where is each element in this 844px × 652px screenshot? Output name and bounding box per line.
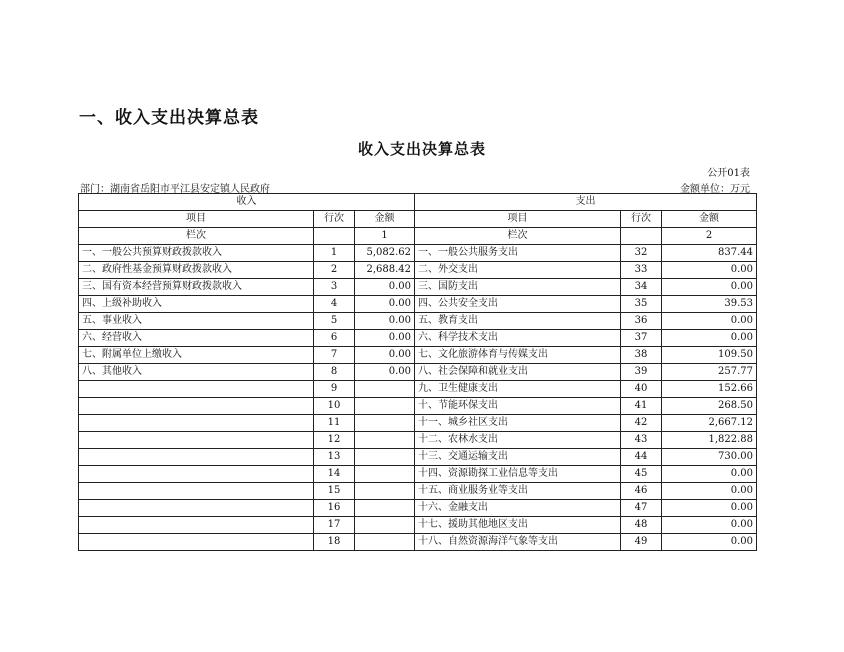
income-row-no-cell: 2	[314, 262, 355, 279]
income-item-cell	[79, 432, 314, 449]
income-row-no-cell: 15	[314, 483, 355, 500]
income-item-cell: 五、事业收入	[79, 313, 314, 330]
expense-item-cell: 二、外交支出	[415, 262, 621, 279]
expense-amount-cell: 0.00	[662, 262, 757, 279]
expense-amount-header: 金额	[662, 211, 757, 228]
expense-item-cell: 六、科学技术支出	[415, 330, 621, 347]
expense-row-no-cell: 44	[621, 449, 662, 466]
expense-amount-cell: 0.00	[662, 483, 757, 500]
expense-row-no-cell: 47	[621, 500, 662, 517]
income-row-no-cell: 14	[314, 466, 355, 483]
expense-item-cell: 九、卫生健康支出	[415, 381, 621, 398]
income-row-no-cell: 11	[314, 415, 355, 432]
empty-cell	[314, 228, 355, 245]
table-row	[79, 500, 757, 517]
income-item-cell	[79, 534, 314, 551]
income-item-cell	[79, 398, 314, 415]
expense-column-label: 栏次	[415, 228, 621, 245]
expense-row-no-cell: 40	[621, 381, 662, 398]
income-amount-header: 金额	[355, 211, 415, 228]
income-row-no-header: 行次	[314, 211, 355, 228]
budget-table	[78, 193, 757, 551]
income-row-no-cell: 13	[314, 449, 355, 466]
income-amount-cell	[355, 415, 415, 432]
empty-cell	[621, 228, 662, 245]
expense-item-cell: 四、公共安全支出	[415, 296, 621, 313]
income-item-cell: 二、政府性基金预算财政拨款收入	[79, 262, 314, 279]
expense-row-no-header: 行次	[621, 211, 662, 228]
income-item-cell	[79, 415, 314, 432]
expense-row-no-cell: 35	[621, 296, 662, 313]
income-item-cell: 四、上级补助收入	[79, 296, 314, 313]
income-amount-cell	[355, 534, 415, 551]
income-item-header: 项目	[79, 211, 314, 228]
header-row-column-numbers	[79, 228, 757, 245]
table-row	[79, 381, 757, 398]
income-amount-cell	[355, 398, 415, 415]
expense-amount-cell: 0.00	[662, 517, 757, 534]
table-title: 收入支出决算总表	[357, 140, 486, 158]
table-row	[79, 313, 757, 330]
expense-row-no-cell: 32	[621, 245, 662, 262]
income-header: 收入	[79, 194, 415, 211]
expense-item-cell: 十三、交通运输支出	[415, 449, 621, 466]
income-amount-cell	[355, 449, 415, 466]
table-row	[79, 245, 757, 262]
income-column-label: 栏次	[79, 228, 314, 245]
income-amount-cell	[355, 381, 415, 398]
expense-row-no-cell: 46	[621, 483, 662, 500]
income-amount-cell: 5,082.62	[355, 245, 415, 262]
income-row-no-cell: 16	[314, 500, 355, 517]
expense-row-no-cell: 42	[621, 415, 662, 432]
table-row	[79, 296, 757, 313]
expense-item-cell: 五、教育支出	[415, 313, 621, 330]
expense-amount-cell: 837.44	[662, 245, 757, 262]
income-amount-cell: 0.00	[355, 296, 415, 313]
table-row	[79, 534, 757, 551]
income-item-cell	[79, 466, 314, 483]
expense-row-no-cell: 37	[621, 330, 662, 347]
expense-row-no-cell: 39	[621, 364, 662, 381]
table-row	[79, 262, 757, 279]
expense-item-cell: 十八、自然资源海洋气象等支出	[415, 534, 621, 551]
expense-amount-cell: 2,667.12	[662, 415, 757, 432]
expense-column-number: 2	[662, 228, 757, 245]
expense-row-no-cell: 38	[621, 347, 662, 364]
income-item-cell	[79, 500, 314, 517]
income-row-no-cell: 6	[314, 330, 355, 347]
expense-item-cell: 三、国防支出	[415, 279, 621, 296]
expense-row-no-cell: 49	[621, 534, 662, 551]
table-row	[79, 415, 757, 432]
expense-item-cell: 十五、商业服务业等支出	[415, 483, 621, 500]
expense-amount-cell: 0.00	[662, 279, 757, 296]
table-row	[79, 517, 757, 534]
form-code: 公开01表	[707, 168, 750, 179]
income-item-cell: 七、附属单位上缴收入	[79, 347, 314, 364]
amount-unit-label: 金额单位：万元	[680, 184, 750, 195]
income-item-cell	[79, 517, 314, 534]
expense-item-cell: 十二、农林水支出	[415, 432, 621, 449]
expense-row-no-cell: 41	[621, 398, 662, 415]
income-amount-cell	[355, 432, 415, 449]
income-amount-cell: 0.00	[355, 347, 415, 364]
header-row-columns	[79, 211, 757, 228]
income-row-no-cell: 4	[314, 296, 355, 313]
income-item-cell	[79, 381, 314, 398]
department-label: 部门：湖南省岳阳市平江县安定镇人民政府	[80, 184, 270, 195]
income-column-number: 1	[355, 228, 415, 245]
expense-item-cell: 十、节能环保支出	[415, 398, 621, 415]
income-amount-cell: 0.00	[355, 364, 415, 381]
expense-amount-cell: 152.66	[662, 381, 757, 398]
income-row-no-cell: 1	[314, 245, 355, 262]
expense-amount-cell: 39.53	[662, 296, 757, 313]
header-row-sections	[79, 194, 757, 211]
table-row	[79, 364, 757, 381]
expense-amount-cell: 1,822.88	[662, 432, 757, 449]
income-row-no-cell: 12	[314, 432, 355, 449]
expense-item-cell: 八、社会保障和就业支出	[415, 364, 621, 381]
expense-item-cell: 十四、资源勘探工业信息等支出	[415, 466, 621, 483]
income-row-no-cell: 17	[314, 517, 355, 534]
income-amount-cell	[355, 483, 415, 500]
income-amount-cell: 0.00	[355, 330, 415, 347]
expense-amount-cell: 0.00	[662, 330, 757, 347]
table-row	[79, 279, 757, 296]
income-row-no-cell: 10	[314, 398, 355, 415]
expense-item-cell: 十七、援助其他地区支出	[415, 517, 621, 534]
expense-row-no-cell: 34	[621, 279, 662, 296]
income-amount-cell	[355, 466, 415, 483]
table-row	[79, 347, 757, 364]
table-row	[79, 398, 757, 415]
income-row-no-cell: 3	[314, 279, 355, 296]
table-row	[79, 466, 757, 483]
income-item-cell: 八、其他收入	[79, 364, 314, 381]
income-row-no-cell: 9	[314, 381, 355, 398]
income-row-no-cell: 5	[314, 313, 355, 330]
expense-item-cell: 七、文化旅游体育与传媒支出	[415, 347, 621, 364]
income-amount-cell	[355, 517, 415, 534]
expense-header: 支出	[415, 194, 757, 211]
section-heading: 一、收入支出决算总表	[79, 108, 259, 128]
table-row	[79, 483, 757, 500]
income-item-cell: 一、一般公共预算财政拨款收入	[79, 245, 314, 262]
table-row	[79, 432, 757, 449]
income-item-cell: 三、国有资本经营预算财政拨款收入	[79, 279, 314, 296]
income-item-cell	[79, 449, 314, 466]
income-amount-cell: 0.00	[355, 279, 415, 296]
expense-amount-cell: 0.00	[662, 466, 757, 483]
income-item-cell: 六、经营收入	[79, 330, 314, 347]
expense-item-cell: 十六、金融支出	[415, 500, 621, 517]
expense-amount-cell: 109.50	[662, 347, 757, 364]
income-row-no-cell: 7	[314, 347, 355, 364]
table-row	[79, 449, 757, 466]
expense-row-no-cell: 43	[621, 432, 662, 449]
table-row	[79, 330, 757, 347]
expense-amount-cell: 0.00	[662, 313, 757, 330]
expense-row-no-cell: 36	[621, 313, 662, 330]
expense-amount-cell: 730.00	[662, 449, 757, 466]
expense-item-header: 项目	[415, 211, 621, 228]
expense-item-cell: 十一、城乡社区支出	[415, 415, 621, 432]
income-row-no-cell: 8	[314, 364, 355, 381]
expense-amount-cell: 268.50	[662, 398, 757, 415]
expense-item-cell: 一、一般公共服务支出	[415, 245, 621, 262]
expense-amount-cell: 0.00	[662, 500, 757, 517]
income-amount-cell	[355, 500, 415, 517]
income-item-cell	[79, 483, 314, 500]
income-row-no-cell: 18	[314, 534, 355, 551]
expense-row-no-cell: 48	[621, 517, 662, 534]
expense-amount-cell: 0.00	[662, 534, 757, 551]
income-amount-cell: 2,688.42	[355, 262, 415, 279]
expense-amount-cell: 257.77	[662, 364, 757, 381]
expense-row-no-cell: 45	[621, 466, 662, 483]
expense-row-no-cell: 33	[621, 262, 662, 279]
income-amount-cell: 0.00	[355, 313, 415, 330]
